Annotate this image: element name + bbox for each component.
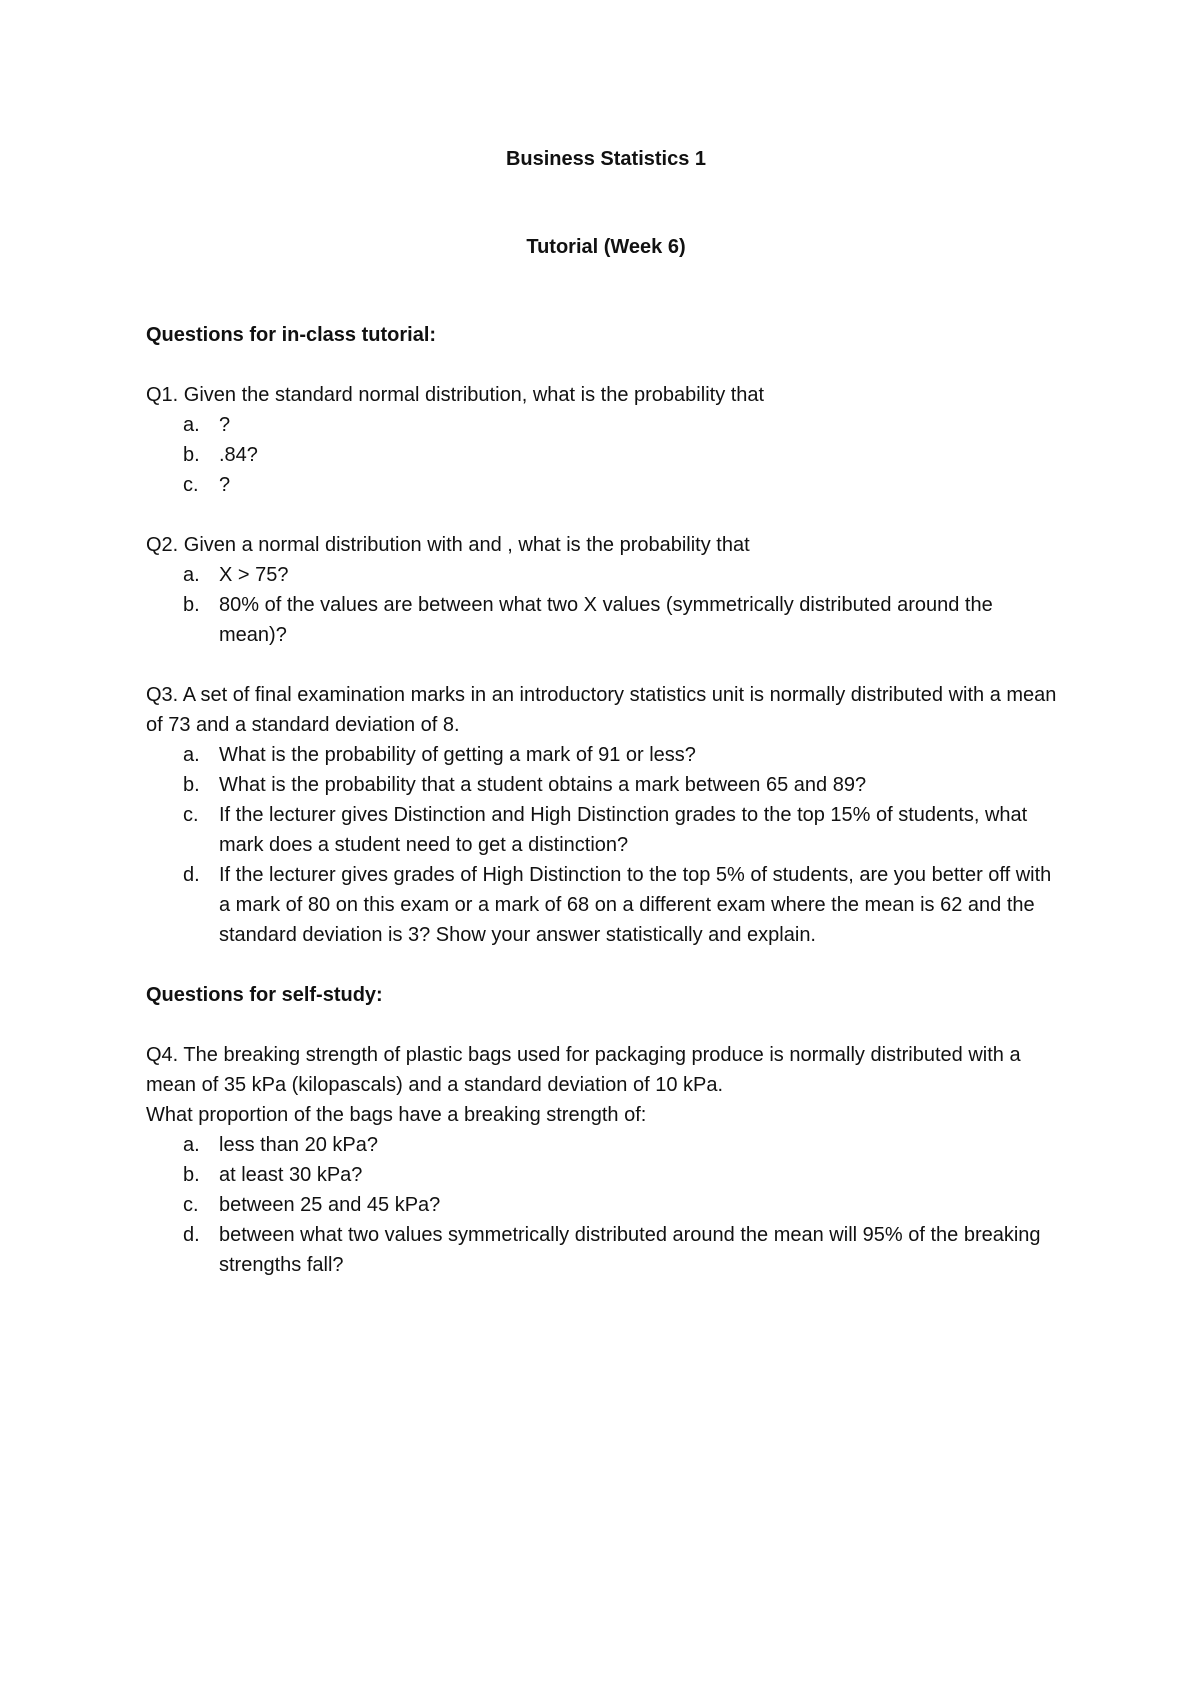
document-body: [146, 144, 1066, 1280]
item-text: What is the probability of getting a mark of 91 or less?: [219, 744, 696, 766]
list-item: [146, 560, 1066, 590]
item-text: 80% of the values are between what two X values (symmetrically distributed around the mean)?: [219, 594, 993, 646]
item-marker: d.: [183, 864, 200, 886]
list-item: [146, 410, 1066, 440]
document-subtitle: Tutorial (Week 6): [526, 236, 686, 258]
item-marker: a.: [183, 744, 200, 766]
item-text: What is the probability that a student obtains a mark between 65 and 89?: [219, 774, 867, 796]
item-marker: a.: [183, 414, 200, 436]
item-text: less than 20 kPa?: [219, 1134, 378, 1156]
list-item: [146, 1190, 1066, 1220]
question-2-stem: Q2. Given a normal distribution with and , what is the probability that: [146, 534, 750, 556]
item-text: X > 75?: [219, 564, 289, 586]
item-marker: b.: [183, 774, 200, 796]
list-item: [146, 770, 1066, 800]
item-text: between 25 and 45 kPa?: [219, 1194, 441, 1216]
item-marker: a.: [183, 1134, 200, 1156]
list-item: [146, 1130, 1066, 1160]
list-item: [146, 440, 1066, 470]
item-text: If the lecturer gives grades of High Distinction to the top 5% of students, are you better off with a mark of 80 on this exam or a mark of 68 on a different exam where the mean is 62 and the standard deviation is 3? Show your answer statistically and explain.: [219, 864, 1052, 946]
item-text: at least 30 kPa?: [219, 1164, 363, 1186]
item-marker: d.: [183, 1224, 200, 1246]
item-text: ?: [219, 474, 231, 496]
item-marker: a.: [183, 564, 200, 586]
item-text: .84?: [219, 444, 258, 466]
item-marker: b.: [183, 594, 200, 616]
question-3-items: [146, 740, 1066, 950]
item-marker: c.: [183, 804, 199, 826]
inclass-heading: Questions for in-class tutorial:: [146, 324, 437, 346]
question-3: [146, 680, 1066, 950]
question-2-items: [146, 560, 1066, 650]
question-3-stem: Q3. A set of final examination marks in an introductory statistics unit is normally distributed with a mean of 73 and a standard deviation of 8.: [146, 684, 1057, 736]
question-4-items: [146, 1130, 1066, 1280]
list-item: [146, 860, 1066, 950]
question-4: [146, 1040, 1066, 1280]
question-1-stem: Q1. Given the standard normal distribution, what is the probability that: [146, 384, 765, 406]
question-1: [146, 380, 1066, 500]
question-4-stem-2: What proportion of the bags have a breaking strength of:: [146, 1104, 647, 1126]
question-1-items: [146, 410, 1066, 500]
list-item: [146, 590, 1066, 650]
list-item: [146, 470, 1066, 500]
list-item: [146, 740, 1066, 770]
selfstudy-heading: Questions for self-study:: [146, 984, 383, 1006]
item-marker: b.: [183, 444, 200, 466]
item-text: If the lecturer gives Distinction and High Distinction grades to the top 15% of students, what mark does a student need to get a distinction?: [219, 804, 1028, 856]
list-item: [146, 800, 1066, 860]
question-2: [146, 530, 1066, 650]
document-title: Business Statistics 1: [505, 148, 707, 170]
question-4-stem: Q4. The breaking strength of plastic bags used for packaging produce is normally distributed with a mean of 35 kPa (kilopascals) and a standard deviation of 10 kPa.: [146, 1044, 1021, 1096]
item-text: ?: [219, 414, 231, 436]
item-marker: b.: [183, 1164, 200, 1186]
list-item: [146, 1160, 1066, 1190]
item-text: between what two values symmetrically distributed around the mean will 95% of the breaking strengths fall?: [219, 1224, 1041, 1276]
item-marker: c.: [183, 474, 199, 496]
item-marker: c.: [183, 1194, 199, 1216]
list-item: [146, 1220, 1066, 1280]
